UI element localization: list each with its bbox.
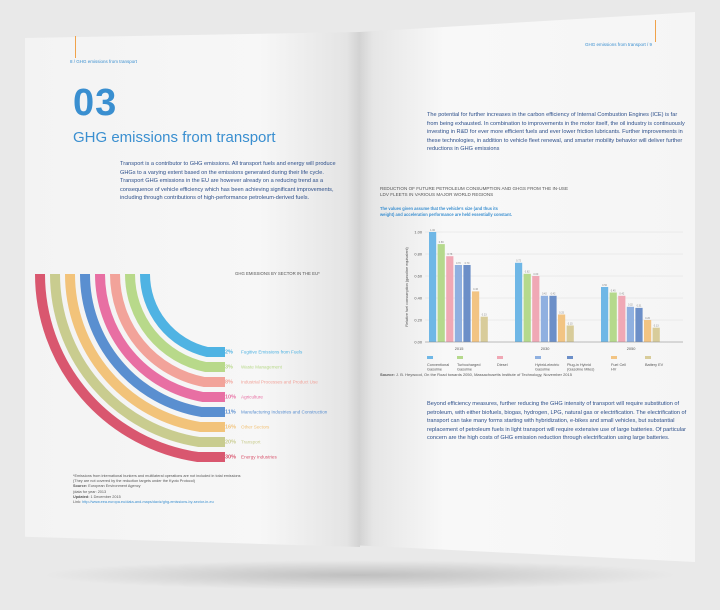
legend-swatch-4 xyxy=(567,356,573,359)
radial-value-6: 20% xyxy=(225,439,237,446)
left-header-section: GHG emissions from transport xyxy=(76,59,138,64)
radial-chart-title: GHG EMISSIONS BY SECTOR IN THE EU* xyxy=(235,271,320,276)
bar-value-label: 0.31 xyxy=(636,304,642,308)
radial-category-6: Transport xyxy=(241,439,261,445)
radial-value-5: 16% xyxy=(225,424,237,431)
bar-ytick: 0.80 xyxy=(414,251,422,257)
right-header-rule xyxy=(655,20,656,42)
bar-ytick: 0.40 xyxy=(414,295,422,301)
radial-category-4: Manufacturing Industries and Construction xyxy=(241,409,328,415)
bar-2050-4 xyxy=(635,308,642,342)
bar-2030-3 xyxy=(541,296,548,342)
bar-chart xyxy=(375,172,695,387)
bar-2030-0 xyxy=(515,263,522,342)
chart-source: Source: J. B. Heywood, On the Road towards 2050, Massachusetts Institute of Technology, November 2015 xyxy=(380,372,572,377)
bar-value-label: 0.70 xyxy=(464,261,470,265)
bar-value-label: 0.72 xyxy=(516,259,522,263)
left-footnote xyxy=(73,474,303,505)
bar-ylabel: Relative fuel consumption (gasoline equivalent) xyxy=(405,247,409,327)
right-header: GHG emissions from transport / 9 xyxy=(585,42,653,47)
bar-2050-5 xyxy=(644,320,651,342)
bar-value-label: 0.42 xyxy=(619,292,625,296)
bar-value-label: 0.89 xyxy=(438,240,444,244)
radial-value-4: 11% xyxy=(225,409,236,416)
bar-2030-6 xyxy=(567,326,574,343)
legend-swatch-3 xyxy=(535,356,541,359)
bar-value-label: 0.15 xyxy=(567,322,573,326)
radial-chart xyxy=(25,237,345,477)
bar-ytick: 0.60 xyxy=(414,273,422,279)
bar-value-label: 0.23 xyxy=(481,313,487,317)
radial-value-7: 30% xyxy=(225,454,237,461)
bar-value-label: 1.00 xyxy=(430,228,436,232)
legend-label-0: Conventional Gasoline xyxy=(427,363,450,372)
chapter-title: GHG emissions from transport xyxy=(73,129,276,146)
radial-value-3: 10% xyxy=(225,394,237,401)
bar-2015-6 xyxy=(481,317,488,342)
bar-2030-4 xyxy=(549,296,556,342)
bar-2050-1 xyxy=(610,293,617,343)
left-header: 8 / GHG emissions from transport xyxy=(70,59,138,64)
bar-value-label: 0.62 xyxy=(524,270,530,274)
chapter-number: 03 xyxy=(73,82,118,124)
bar-2015-3 xyxy=(455,265,462,342)
legend-swatch-2 xyxy=(497,356,503,359)
bar-2050-0 xyxy=(601,287,608,342)
bar-value-label: 0.70 xyxy=(455,261,461,265)
radial-value-1: 3% xyxy=(225,364,233,371)
legend-swatch-0 xyxy=(427,356,433,359)
legend-swatch-5 xyxy=(611,356,617,359)
radial-category-5: Other Sectors xyxy=(241,424,270,430)
bottom-paragraph: Beyond efficiency measures, further reducing the GHG intensity of transport will require substitution of petroleum, with either biofuels, biogas, hydrogen, LPG, natural gas or electrification. The electrification of transport can take many forms starting with hybridization, e-bikes and small vehicles, but substantial replacement of petroleum fuels in light transport will require extensive use of large batteries. Of particular concern are the high costs of GHG emission reduction through electrification using large batteries. xyxy=(427,401,687,442)
bar-2050-2 xyxy=(618,296,625,342)
bar-group-label: 2050 xyxy=(626,346,636,351)
radial-value-0: 2% xyxy=(225,349,233,356)
bar-chart-title: REDUCTION OF FUTURE PETROLEUM CONSUMPTION AND GHGS FROM THE IN-USE LDV FLEETS IN VARIOUS MAJOR WORLD REGIONS xyxy=(380,186,569,197)
bar-2030-1 xyxy=(524,274,531,342)
bar-value-label: 0.25 xyxy=(559,311,565,315)
legend-swatch-1 xyxy=(457,356,463,359)
legend-label-2: Diesel xyxy=(497,363,508,367)
radial-category-1: Waste Management xyxy=(241,364,282,370)
bar-value-label: 0.45 xyxy=(610,289,616,293)
legend-label-6: Battery EV xyxy=(645,363,664,367)
bar-2015-0 xyxy=(429,232,436,342)
radial-category-0: Fugitive Emissions from Fuels xyxy=(241,349,303,355)
radial-category-2: Industrial Processes and Product Use xyxy=(241,379,318,385)
footnote-line2: (They are not covered by the reduction targets under the Kyoto Protocol) xyxy=(73,479,195,484)
radial-category-7: Energy Industries xyxy=(241,454,277,460)
legend-label-4: Plug-in Hybrid (Gasoline Miles) xyxy=(567,363,595,372)
right-header-section: GHG emissions from transport xyxy=(585,42,646,47)
legend-label-5: Fuel Cell HV xyxy=(611,363,626,372)
bar-group-label: 2030 xyxy=(540,346,550,351)
radial-category-3: Agriculture xyxy=(241,394,263,400)
bar-2050-3 xyxy=(627,307,634,342)
footnote-link[interactable]: Link: http://www.eea.europa.eu/data-and-maps/daviz/ghg-emissions-by-sector-in-eu xyxy=(73,500,214,505)
bar-2050-6 xyxy=(653,328,660,342)
bar-value-label: 0.13 xyxy=(653,324,659,328)
bar-2030-2 xyxy=(532,276,539,342)
bar-value-label: 0.32 xyxy=(627,303,633,307)
open-brochure xyxy=(25,12,695,567)
footnote-source: Source: European Environment Agency xyxy=(73,484,141,489)
legend-label-1: Turbocharged Gasoline xyxy=(457,363,481,372)
radial-bar-6 xyxy=(55,274,225,442)
bar-value-label: 0.78 xyxy=(447,253,453,256)
bar-value-label: 0.42 xyxy=(550,292,556,296)
right-page-number: 9 xyxy=(649,42,653,47)
footnote-year: (data for year: 2013 xyxy=(73,489,107,494)
legend-swatch-6 xyxy=(645,356,651,359)
bar-ytick: 0.20 xyxy=(414,317,422,323)
bar-chart-note: The values given assume that the vehicle's size (and thus its weight) and acceleration performance are held essentially constant. xyxy=(380,206,512,217)
bar-2015-4 xyxy=(463,265,470,342)
bar-2015-2 xyxy=(446,256,453,342)
left-page-number: 8 xyxy=(70,59,73,64)
bar-value-label: 0.60 xyxy=(533,272,539,276)
bar-ytick: 0.00 xyxy=(414,339,422,345)
legend-label-3: Hybrid-electric Gasoline xyxy=(535,363,560,372)
bar-group-label: 2015 xyxy=(454,346,464,351)
top-paragraph: The potential for further increases in the carbon efficiency of Internal Combustion Engines (ICE) is far from being exhausted. In combination to improvements in the motor itself, the oil industry is continuously investing in R&D for ever more efficient fuels and ever lower friction lubricants. Further improvements in these technologies, in addition to vehicle fleet renewal, and smarter mobility behavior will deliver further reductions in GHG emissions xyxy=(427,112,685,153)
bar-ytick: 1.00 xyxy=(414,229,422,235)
bar-value-label: 0.46 xyxy=(473,288,479,292)
bar-value-label: 0.50 xyxy=(602,283,608,287)
bar-2015-1 xyxy=(438,244,445,342)
intro-paragraph: Transport is a contributor to GHG emissions. All transport fuels and energy will produce GHGs to a varying extent based on the emissions generated during their life cycle. Transport GHG emissions in the EU are however already on a reducing trend as a consequence of vehicle efficiency which has been achieving significant improvements, including through contributions of high-performance petroleum-derived fuels. xyxy=(120,161,336,202)
footnote-updated: Updated: 1 December 2015 xyxy=(73,494,121,499)
footnote-line1: *Emissions from international bunkers and multilateral operations are not included in total emissions xyxy=(73,474,241,478)
bar-value-label: 0.20 xyxy=(645,316,651,320)
bar-value-label: 0.42 xyxy=(541,292,547,296)
bar-2015-5 xyxy=(472,291,479,342)
left-header-rule xyxy=(75,36,76,58)
bar-2030-5 xyxy=(558,315,565,343)
radial-value-2: 8% xyxy=(225,379,233,386)
